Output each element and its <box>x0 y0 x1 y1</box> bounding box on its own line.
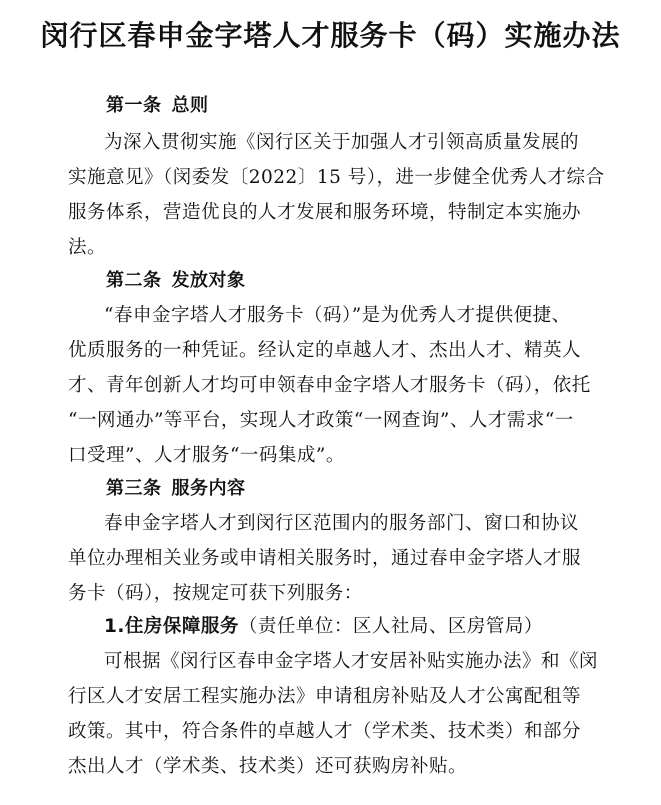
article2-line-3: 才、青年创新人才均可申领春申金字塔人才服务卡（码），依托 <box>68 375 591 396</box>
article2-line-5: 口受理”、人才服务“一码集成”。 <box>68 445 345 466</box>
article3-heading <box>106 476 246 502</box>
article3-line-2: 单位办理相关业务或申请相关服务时，通过春申金字塔人才服 <box>68 548 582 569</box>
item1-note: （责任单位：区人社局、区房管局） <box>238 616 543 637</box>
article1-line-2: 实施意见》（闵委发〔2022〕15 号），进一步健全优秀人才综合 <box>68 167 605 188</box>
article1-line-1: 为深入贯彻实施《闵行区关于加强人才引领高质量发展的 <box>104 132 580 153</box>
article1-line-4: 法。 <box>68 237 107 258</box>
article1-line-3: 服务体系，营造优良的人才发展和服务环境，特制定本实施办 <box>68 202 582 223</box>
item1-label: 1.住房保障服务 <box>104 616 239 637</box>
article2-line-4: “一网通办”等平台，实现人才政策“一网查询”、人才需求“一 <box>68 410 574 431</box>
article2-heading <box>106 268 246 294</box>
article2-number: 第二条 <box>106 270 162 291</box>
article1-name: 总则 <box>171 95 209 116</box>
item1-line-2: 行区人才安居工程实施办法》申请租房补贴及人才公寓配租等 <box>68 686 582 707</box>
article1-number: 第一条 <box>106 95 162 116</box>
article3-line-3: 务卡（码），按规定可获下列服务： <box>68 583 363 604</box>
article2-name: 发放对象 <box>171 270 246 291</box>
item1-line-4: 杰出人才（学术类、技术类）还可获购房补贴。 <box>68 756 468 777</box>
article3-name: 服务内容 <box>171 478 246 499</box>
article2-line-2: 优质服务的一种凭证。经认定的卓越人才、杰出人才、精英人 <box>68 340 582 361</box>
article3-number: 第三条 <box>106 478 162 499</box>
item1-heading <box>104 614 543 640</box>
item1-line-1: 可根据《闵行区春申金字塔人才安居补贴实施办法》和《闵 <box>104 651 599 672</box>
article1-heading <box>106 93 209 119</box>
item1-line-3: 政策。其中，符合条件的卓越人才（学术类、技术类）和部分 <box>68 721 582 742</box>
article2-line-1: “春申金字塔人才服务卡（码）”是为优秀人才提供便捷、 <box>104 305 571 326</box>
article3-line-1: 春申金字塔人才到闵行区范围内的服务部门、窗口和协议 <box>104 513 580 534</box>
document-title: 闵行区春申金字塔人才服务卡（码）实施办法 <box>40 19 621 52</box>
